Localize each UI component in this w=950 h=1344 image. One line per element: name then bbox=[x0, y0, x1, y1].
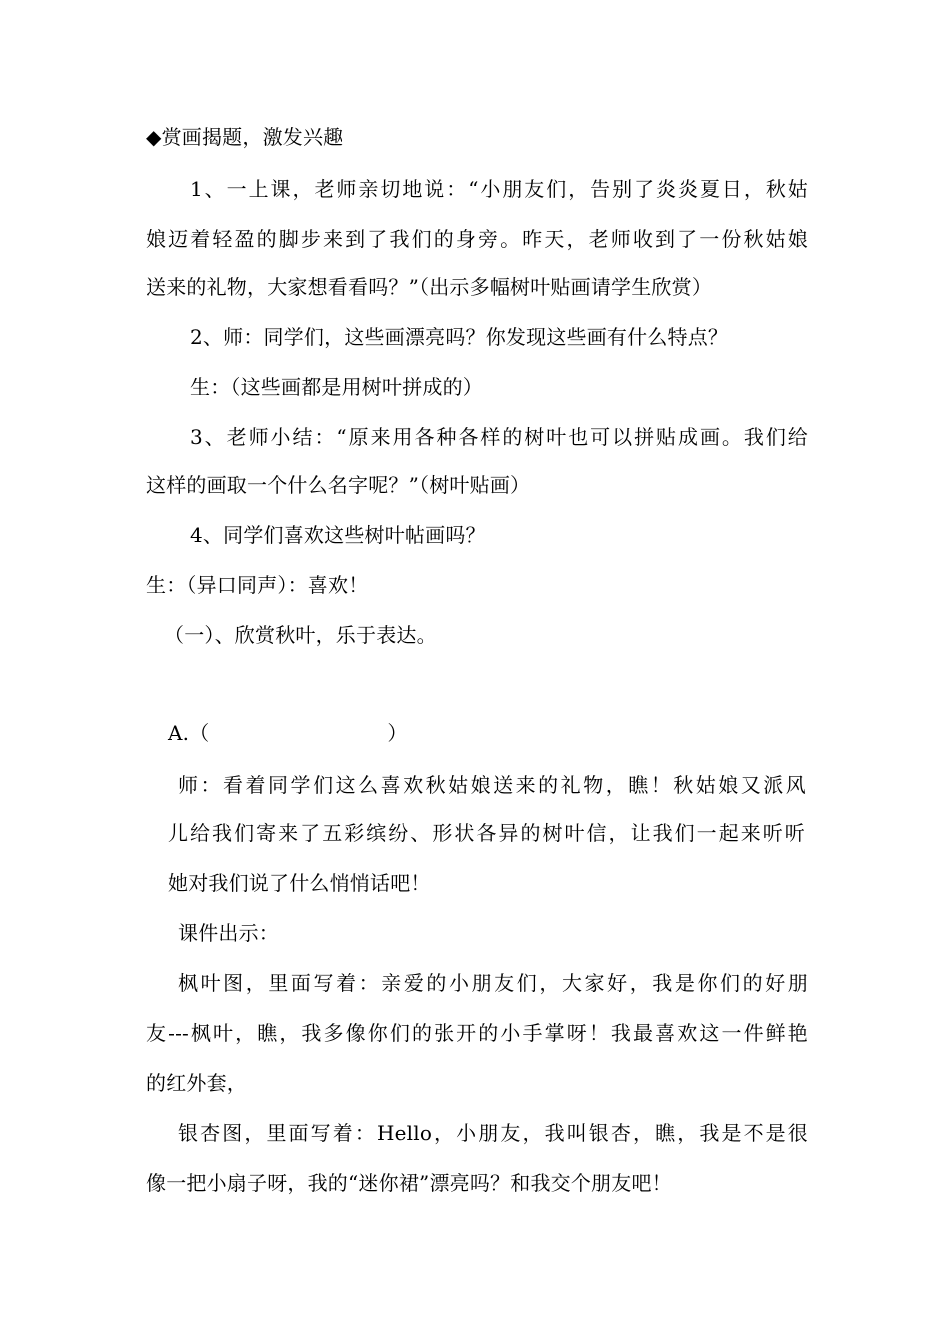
step-1-line-2: 娘迈着轻盈的脚步来到了我们的身旁。昨天，老师收到了一份秋姑娘 bbox=[146, 227, 808, 251]
teacher-line-1: 师：看着同学们这么喜欢秋姑娘送来的礼物，瞧！秋姑娘又派风 bbox=[178, 773, 806, 797]
section-heading: ◆赏画揭题，激发兴趣 bbox=[146, 125, 344, 149]
step-1-line-3: 送来的礼物，大家想看看吗？”（出示多幅树叶贴画请学生欣赏） bbox=[146, 275, 713, 299]
step-3-line-1: 3、老师小结：“原来用各种各样的树叶也可以拼贴成画。我们给 bbox=[190, 425, 808, 449]
step-3-line-2: 这样的画取一个什么名字呢？”（树叶贴画） bbox=[146, 473, 531, 497]
maple-line-2: 友---枫叶，瞧，我多像你们的张开的小手掌呀！我最喜欢这一件鲜艳 bbox=[146, 1021, 808, 1045]
maple-line-3: 的红外套， bbox=[146, 1071, 247, 1095]
step-1-line-1: 1、一上课，老师亲切地说：“小朋友们，告别了炎炎夏日，秋姑 bbox=[190, 177, 808, 201]
maple-line-1: 枫叶图，里面写着：亲爱的小朋友们，大家好，我是你们的好朋 bbox=[178, 971, 808, 995]
step-4-answer: 生：（异口同声）：喜欢！ bbox=[146, 573, 369, 597]
teacher-line-3: 她对我们说了什么悄悄话吧！ bbox=[168, 871, 431, 895]
ginkgo-line-2: 像一把小扇子呀，我的“迷你裙”漂亮吗？和我交个朋友吧！ bbox=[146, 1171, 672, 1195]
step-2-answer: 生：（这些画都是用树叶拼成的） bbox=[190, 375, 483, 399]
part-a-label bbox=[168, 720, 408, 746]
ginkgo-line-1: 银杏图，里面写着：Hello，小朋友，我叫银杏，瞧，我是不是很 bbox=[178, 1121, 808, 1145]
section-title: （一）、欣赏秋叶，乐于表达。 bbox=[164, 623, 437, 647]
part-a-label-open: A.（ bbox=[168, 721, 210, 745]
part-a-label-close: ） bbox=[387, 721, 408, 745]
courseware-label: 课件出示： bbox=[178, 921, 279, 945]
step-2-question: 2、师：同学们，这些画漂亮吗？你发现这些画有什么特点？ bbox=[190, 325, 729, 349]
step-4-question: 4、同学们喜欢这些树叶帖画吗？ bbox=[190, 523, 486, 547]
teacher-line-2: 儿给我们寄来了五彩缤纷、形状各异的树叶信，让我们一起来听听 bbox=[168, 821, 805, 845]
